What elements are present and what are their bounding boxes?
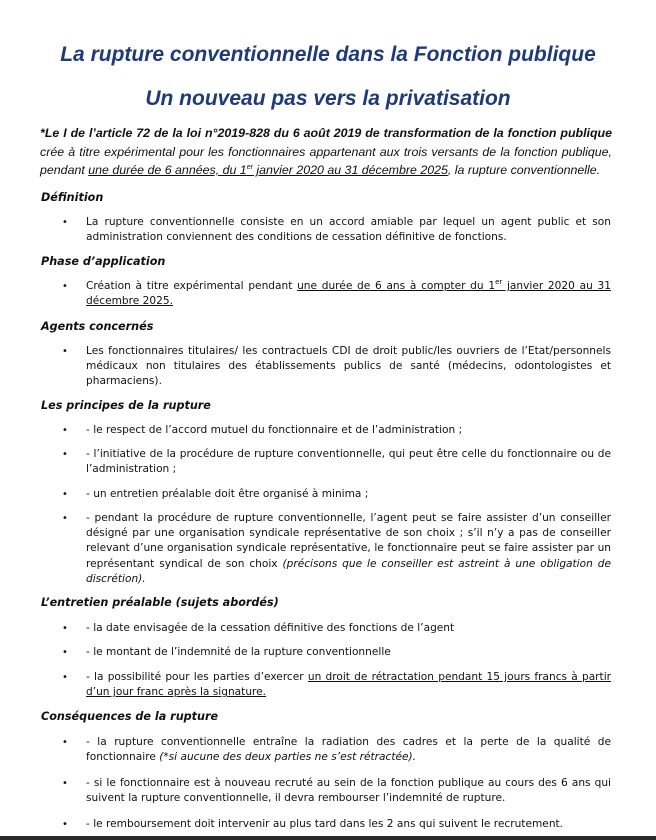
section-heading-phase: Phase d’application xyxy=(41,255,166,268)
phase-duration-b: janvier 2020 au 31 décembre 2025. xyxy=(86,280,611,308)
intro-paragraph xyxy=(40,124,612,180)
section-heading-agents: Agents concernés xyxy=(41,320,154,333)
bullet: • xyxy=(62,778,68,789)
list-item: - le montant de l’indemnité de la rupture conventionnelle xyxy=(86,646,391,658)
intro-duration xyxy=(88,163,448,177)
bullet: • xyxy=(62,819,68,830)
entretien-retractation: un droit de rétractation pendant 15 jours francs à partir d’un jour franc après la signature. xyxy=(86,671,611,699)
bullet: • xyxy=(62,623,68,634)
list-item: La rupture conventionnelle consiste en un accord amiable par lequel un agent public et son administration conviennent des conditions de cessation définitive de fonctions. xyxy=(86,216,611,244)
section-heading-definition: Définition xyxy=(41,191,104,204)
principes-text: - pendant la procédure de rupture conventionnelle, l’agent peut se faire assister d’un conseiller désigné par une organisation syndicale représentative de son choix ; s’il n’y a pas de conseiller relevant d’une organisation syndicale représentative, le fonctionnaire peut se faire assister par un représentant syndical de son choix xyxy=(86,512,611,570)
list-item: - le remboursement doit intervenir au plus tard dans les 2 ans qui suivent le recrutement. xyxy=(86,818,564,830)
section-heading-entretien: L’entretien préalable (sujets abordés) xyxy=(41,596,279,609)
bullet: • xyxy=(62,672,68,683)
phase-sup: er xyxy=(495,278,503,286)
principes-note: (précisons que le conseiller est astreint à une obligation de discrétion). xyxy=(86,557,611,585)
list-item xyxy=(86,735,611,765)
list-item xyxy=(86,511,611,587)
document-subtitle: Un nouveau pas vers la privatisation xyxy=(145,87,511,110)
list-item xyxy=(86,279,611,309)
bullet: • xyxy=(62,449,68,460)
intro-duration-a: une durée de 6 années, du 1 xyxy=(88,163,247,177)
bullet: • xyxy=(62,489,68,500)
phase-text: Création à titre expérimental pendant xyxy=(86,280,298,292)
list-item: - le respect de l’accord mutuel du fonctionnaire et de l’administration ; xyxy=(86,424,463,436)
list-item: - la date envisagée de la cessation définitive des fonctions de l’agent xyxy=(86,622,455,634)
bullet: • xyxy=(62,737,68,748)
list-item xyxy=(86,670,611,700)
intro-text: crée à titre expérimental pour les fonctionnaires appartenant aux trois versants de la fonction publique, pendant xyxy=(40,144,612,177)
consequences-note: (*si aucune des deux parties ne s’est rétractée). xyxy=(159,751,417,764)
bullet: • xyxy=(62,513,68,524)
document-title: La rupture conventionnelle dans la Fonction publique xyxy=(60,43,596,66)
intro-law-reference: *Le I de l’article 72 de la loi n°2019-828 du 6 août 2019 de transformation de la fonction publique xyxy=(40,126,612,140)
intro-duration-b: janvier 2020 au 31 décembre 2025 xyxy=(252,163,448,177)
bullet: • xyxy=(62,281,68,292)
section-heading-consequences: Conséquences de la rupture xyxy=(41,710,219,723)
bullet: • xyxy=(62,346,68,357)
intro-end: , la rupture conventionnelle. xyxy=(447,163,601,177)
consequences-text: - la rupture conventionnelle entraîne la radiation des cadres et la perte de la qualité de fonctionnaire xyxy=(86,736,611,764)
section-heading-principes: Les principes de la rupture xyxy=(41,399,211,412)
bullet: • xyxy=(62,425,68,436)
list-item: - un entretien préalable doit être organisé à minima ; xyxy=(86,488,369,500)
bullet: • xyxy=(62,647,68,658)
page-bottom-edge xyxy=(0,836,656,840)
list-item: - si le fonctionnaire est à nouveau recruté au sein de la fonction publique au cours des 6 ans qui suivent la rupture conventionnelle, il devra rembourser l’indemnité de rupture. xyxy=(86,777,611,805)
bullet: • xyxy=(62,217,68,228)
list-item: Les fonctionnaires titulaires/ les contractuels CDI de droit public/les ouvriers de l’Etat/personnels médicaux non titulaires des établissements publics de santé (médecins, odontologistes et pharmaciens). xyxy=(86,345,611,388)
list-item: - l’initiative de la procédure de rupture conventionnelle, qui peut être celle du fonctionnaire ou de l’administration ; xyxy=(86,448,611,476)
intro-sup: er xyxy=(246,164,253,171)
entretien-text: - la possibilité pour les parties d’exercer xyxy=(86,671,308,683)
phase-duration-a: une durée de 6 ans à compter du 1 xyxy=(297,280,496,292)
